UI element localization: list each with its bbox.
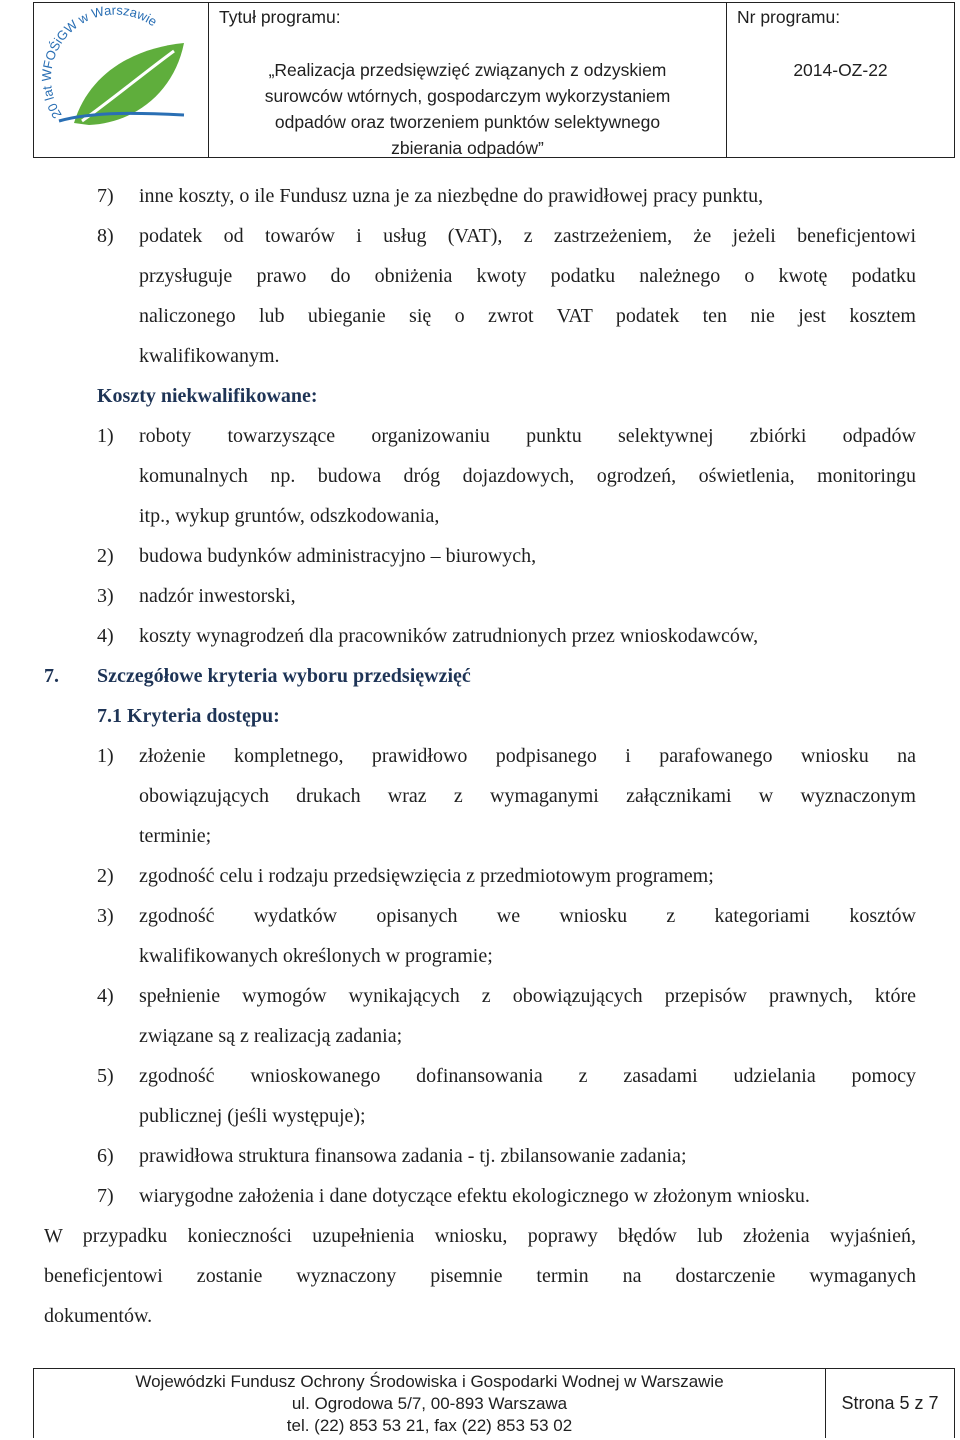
list-item: przysługuje prawo do obniżenia kwoty podatku należnego o kwotę podatku (139, 265, 916, 287)
document-footer (33, 1368, 955, 1438)
subsection-title: 7.1 Kryteria dostępu: (97, 705, 280, 727)
page-number: Strona 5 z 7 (841, 1393, 939, 1413)
list-item: itp., wykup gruntów, odszkodowania, (139, 505, 440, 527)
list-item: złożenie kompletnego, prawidłowo podpisanego i parafowanego wniosku na (139, 745, 916, 767)
logo-text: 20 lat WFOŚiGW w Warszawie (38, 3, 160, 122)
nonqualified-heading: Koszty niekwalifikowane: (97, 385, 318, 407)
list-item: kwalifikowanym. (139, 345, 280, 367)
list-item: wiarygodne założenia i dane dotyczące efektu ekologicznego w złożonym wniosku. (139, 1185, 810, 1207)
document-header (33, 2, 955, 158)
list-number: 3) (97, 905, 114, 927)
program-title-cell (209, 3, 727, 157)
list-number: 2) (97, 865, 114, 887)
list-number: 3) (97, 585, 114, 607)
list-item: zgodność wydatków opisanych we wniosku z kategoriami kosztów (139, 905, 916, 927)
list-item: obowiązujących drukach wraz z wymaganymi załącznikami w wyznaczonym (139, 785, 916, 807)
list-number: 4) (97, 625, 114, 647)
list-item: inne koszty, o ile Fundusz uzna je za niezbędne do prawidłowej pracy punktu, (139, 185, 764, 207)
list-item: zgodność wnioskowanego dofinansowania z zasadami udzielania pomocy (139, 1065, 916, 1087)
section-title: Szczegółowe kryteria wyboru przedsięwzięć (97, 665, 471, 687)
closing-paragraph: dokumentów. (44, 1305, 153, 1327)
list-item: publicznej (jeśli występuje); (139, 1105, 366, 1127)
list-item: naliczonego lub ubieganie się o zwrot VAT podatek ten nie jest kosztem (139, 305, 916, 327)
list-item: prawidłowa struktura finansowa zadania - tj. zbilansowanie zadania; (139, 1145, 687, 1167)
list-item: kwalifikowanych określonych w programie; (139, 945, 493, 967)
list-item: nadzór inwestorski, (139, 585, 296, 607)
list-item: związane są z realizacją zadania; (139, 1025, 403, 1047)
list-item: zgodność celu i rodzaju przedsięwzięcia z przedmiotowym programem; (139, 865, 714, 887)
program-number-cell (727, 3, 954, 157)
program-number-value: 2014-OZ-22 (793, 60, 888, 80)
leaf-logo-icon (34, 3, 206, 157)
list-item: spełnienie wymogów wynikających z obowiązujących przepisów prawnych, które (139, 985, 916, 1007)
list-item: terminie; (139, 825, 212, 847)
logo (34, 3, 209, 157)
list-number: 2) (97, 545, 114, 567)
closing-paragraph: W przypadku konieczności uzupełnienia wniosku, poprawy błędów lub złożenia wyjaśnień, (44, 1225, 916, 1247)
footer-address: Wojewódzki Fundusz Ochrony Środowiska i Gospodarki Wodnej w Warszawie ul. Ogrodowa 5/7, 00-893 Warszawa tel. (22) 853 53 21, fax (22) 853 53 02 (34, 1369, 826, 1438)
section-number: 7. (44, 665, 59, 687)
list-item: budowa budynków administracyjno – biurowych, (139, 545, 537, 567)
list-item: koszty wynagrodzeń dla pracowników zatrudnionych przez wnioskodawców, (139, 625, 759, 647)
list-number: 1) (97, 425, 114, 447)
program-title-label: Tytuł programu: (219, 7, 341, 27)
list-item: roboty towarzyszące organizowaniu punktu selektywnej zbiórki odpadów (139, 425, 916, 447)
list-number: 8) (97, 225, 114, 247)
list-number: 4) (97, 985, 114, 1007)
list-number: 5) (97, 1065, 114, 1087)
list-number: 7) (97, 185, 114, 207)
list-number: 6) (97, 1145, 114, 1167)
list-number: 7) (97, 1185, 114, 1207)
list-number: 1) (97, 745, 114, 767)
list-item: komunalnych np. budowa dróg dojazdowych, ogrodzeń, oświetlenia, monitoringu (139, 465, 916, 487)
list-item: podatek od towarów i usług (VAT), z zastrzeżeniem, że jeżeli beneficjentowi (139, 225, 916, 247)
closing-paragraph: beneficjentowi zostanie wyznaczony pisemnie termin na dostarczenie wymaganych (44, 1265, 916, 1287)
program-title-value: „Realizacja przedsięwzięć związanych z odzyskiem surowców wtórnych, gospodarczym wykorzystaniem odpadów oraz tworzeniem punktów selektywnego zbierania odpadów” (264, 60, 671, 158)
program-number-label: Nr programu: (737, 7, 841, 27)
